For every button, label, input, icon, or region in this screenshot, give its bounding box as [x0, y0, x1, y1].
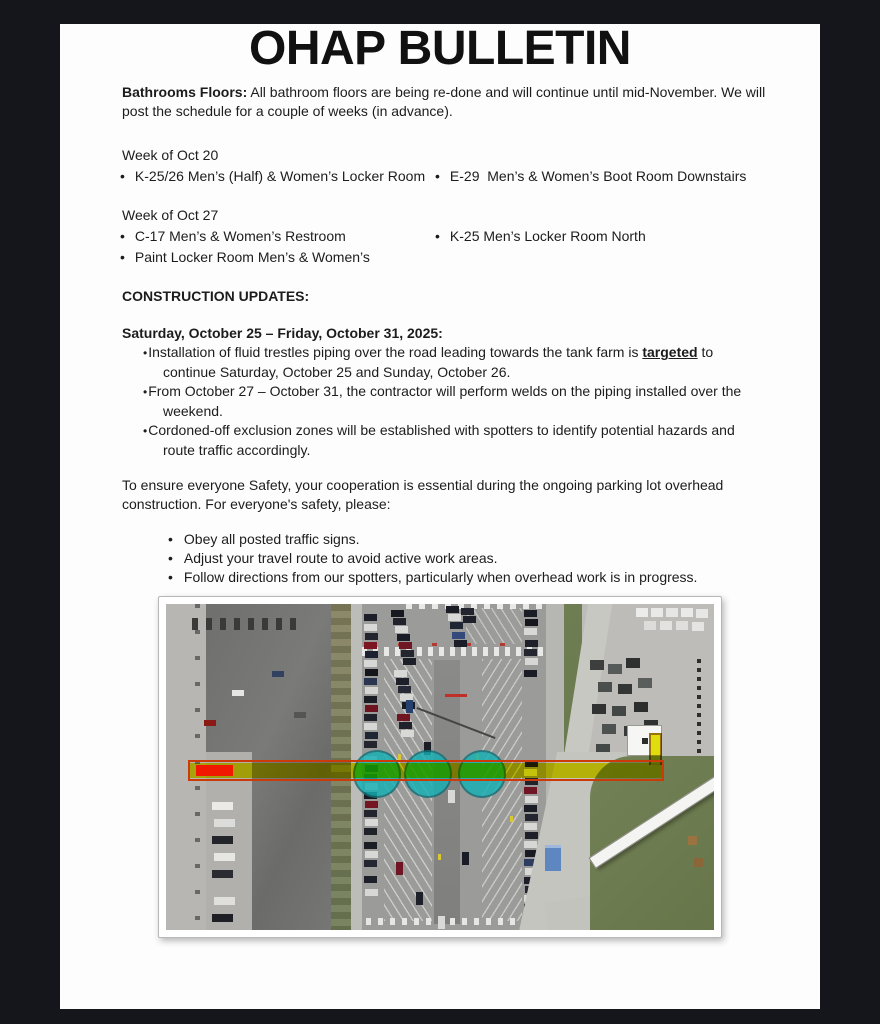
list-item: • Obey all posted traffic signs.	[122, 530, 806, 549]
route-start-marker	[196, 765, 233, 776]
map-parked-cars	[364, 614, 377, 621]
list-item: • Follow directions from our spotters, particularly when overhead work is in progress.	[122, 568, 806, 587]
map-crosswalk-red-marks	[398, 643, 516, 646]
targeted-emphasis: targeted	[642, 344, 698, 361]
map-parking-stalls	[466, 608, 522, 644]
bathrooms-paragraph	[122, 83, 806, 121]
construction-bullet-1	[122, 343, 806, 382]
week-oct20-heading: Week of Oct 20	[122, 147, 219, 164]
safety-text-line1: To ensure everyone Safety, your cooperation is essential during the ongoing parking lot overhead	[122, 477, 724, 494]
map-parked-cars	[446, 606, 459, 613]
map-parked-trucks	[212, 802, 233, 810]
pipe-route-outline	[188, 760, 664, 781]
list-item: • E-29 Men’s & Women’s Boot Room Downstairs	[437, 167, 806, 186]
bullet-text: to	[697, 344, 714, 361]
week-oct20-section	[122, 146, 806, 186]
map-red-marking	[445, 694, 467, 697]
construction-bullet-2	[122, 382, 806, 421]
bathrooms-text-line1: All bathroom floors are being re-done and will continue until mid-November. We will	[247, 84, 766, 101]
bullet-text: Installation of fluid trestles piping over the road leading towards the tank farm is	[148, 344, 643, 361]
bullet-text: • From October 27 – October 31, the contractor will perform welds on the piping installed over the	[122, 382, 806, 402]
construction-heading: CONSTRUCTION UPDATES:	[122, 288, 310, 305]
map-parked-cars	[391, 610, 404, 617]
map-fence	[697, 659, 701, 759]
aerial-photo-frame	[158, 596, 722, 938]
bulletin-content	[122, 83, 806, 938]
map-crosswalk	[362, 647, 546, 656]
bathrooms-text-line2: post the schedule for a couple of weeks (in advance).	[122, 103, 453, 120]
bullet-text: • Cordoned-off exclusion zones will be established with spotters to identify potential hazards and	[122, 421, 806, 441]
bulletin-page	[60, 24, 820, 1009]
week-oct27-heading: Week of Oct 27	[122, 207, 219, 224]
map-crosswalk	[366, 918, 544, 925]
bullet-text: continue Saturday, October 25 and Sunday, October 26.	[163, 364, 511, 381]
bathrooms-label: Bathrooms Floors:	[122, 84, 248, 101]
map-parked-cars	[406, 700, 413, 713]
week-oct27-section	[122, 206, 806, 267]
safety-text-line2: construction. For everyone's safety, please:	[122, 496, 391, 513]
map-scattered-vehicles	[232, 690, 244, 696]
list-item: • C-17 Men’s & Women’s Restroom	[122, 227, 437, 246]
construction-date-range: Saturday, October 25 – Friday, October 31, 2025:	[122, 325, 443, 342]
list-item: • K-25/26 Men’s (Half) & Women’s Locker Room	[122, 167, 437, 186]
page-title: OHAP BULLETIN	[249, 22, 631, 75]
safety-bullet-list	[122, 530, 806, 587]
bullet-text: route traffic accordingly.	[163, 442, 311, 459]
list-item: • Paint Locker Room Men’s & Women’s	[122, 248, 437, 267]
map-tank-farm	[636, 608, 648, 617]
list-item: • K-25 Men’s Locker Room North	[437, 227, 806, 246]
map-equipment-row	[192, 618, 296, 630]
construction-section	[122, 287, 806, 460]
parking-lot-aerial-map	[166, 604, 714, 930]
map-blue-structure	[545, 845, 561, 871]
map-machinery	[688, 836, 697, 845]
list-item: • Adjust your travel route to avoid active work areas.	[122, 549, 806, 568]
map-industrial-equipment	[590, 660, 604, 670]
bullet-text: weekend.	[163, 403, 223, 420]
construction-bullet-3	[122, 421, 806, 460]
safety-paragraph	[122, 476, 806, 514]
map-parked-cars	[524, 610, 537, 617]
